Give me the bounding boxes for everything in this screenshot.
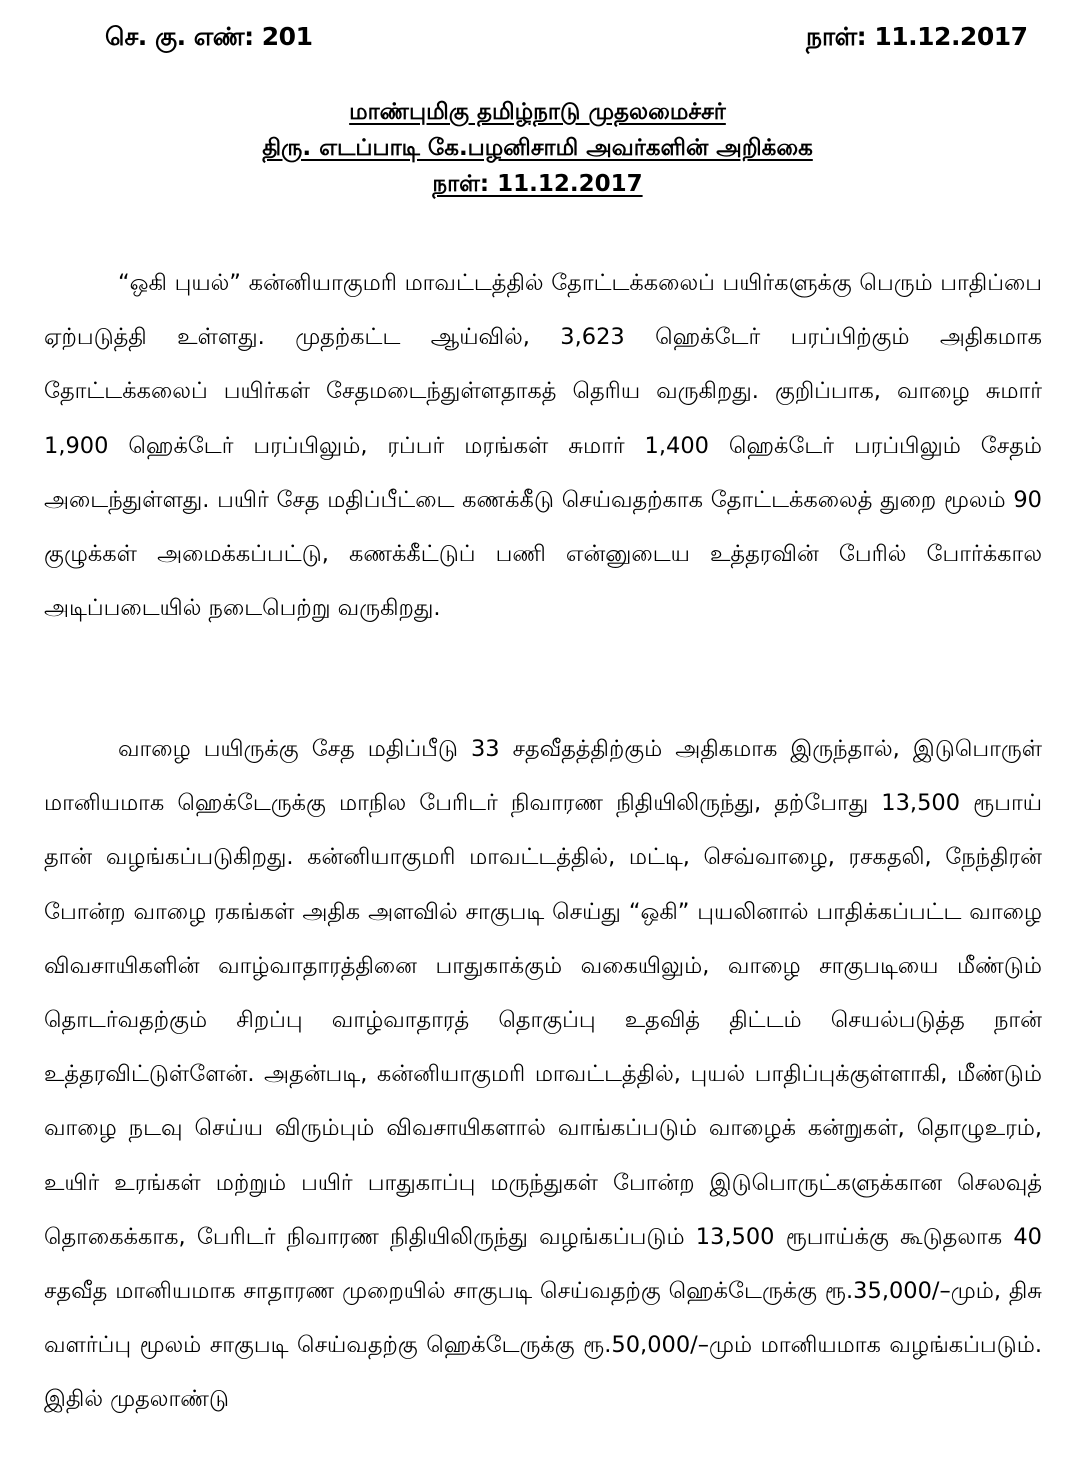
paragraph-2: வாழை பயிருக்கு சேத மதிப்பீடு 33 சதவீதத்திற்கும் அதிகமாக இருந்தால், இடுபொருள் மானியமாக ஹெக்டேருக்கு மாநில பேரிடர் நிவாரண நிதியிலிருந்து, தற்போது 13,500 ரூபாய் தான் வழங்கப்படுகிறது. கன்னியாகுமரி மாவட்டத்தில், மட்டி, செவ்வாழை, ரசகதலி, நேந்திரன் போன்ற வாழை ரகங்கள் அதிக அளவில் சாகுபடி செய்து “ஒகி” புயலினால் பாதிக்கப்பட்ட வாழை விவசாயிகளின் வாழ்வாதாரத்தினை பாதுகாக்கும் வகையிலும், வாழை சாகுபடியை மீண்டும் தொடர்வதற்கும் சிறப்பு வாழ்வாதாரத் தொகுப்பு உதவித் திட்டம் செயல்படுத்த நான் உத்தரவிட்டுள்ளேன். அதன்படி, கன்னியாகுமரி மாவட்டத்தில், புயல் பாதிப்புக்குள்ளாகி, மீண்டும் வாழை நடவு செய்ய விரும்பும் விவசாயிகளால் வாங்கப்படும் வாழைக் கன்றுகள், தொழுஉரம், உயிர் உரங்கள் மற்றும் பயிர் பாதுகாப்பு மருந்துகள் போன்ற இடுபொருட்களுக்கான செலவுத் தொகைக்காக, பேரிடர் நிவாரண நிதியிலிருந்து வழங்கப்படும் 13,500 ரூபாய்க்கு கூடுதலாக 40 சதவீத மானியமாக சாதாரண முறையில் சாகுபடி செய்வதற்கு ஹெக்டேருக்கு ரூ.35,000/–மும், திசு வளர்ப்பு மூலம் சாகுபடி செய்வதற்கு ஹெக்டேருக்கு ரூ.50,000/–மும் மானியமாக வழங்கப்படும். இதில் முதலாண்டு xyxy=(44,736,1042,1413)
title-line-date: நாள்: 11.12.2017 xyxy=(432,171,643,197)
document-header xyxy=(0,22,1075,62)
header-date: நாள்: 11.12.2017 xyxy=(806,22,1028,51)
title-line-statement: திரு. எடப்பாடி கே.பழனிசாமி அவர்களின் அறிக்கை xyxy=(262,135,813,161)
reference-number: செ. கு. எண்: 201 xyxy=(105,22,313,51)
statement-title xyxy=(0,94,1075,202)
paragraph-1: “ஒகி புயல்” கன்னியாகுமரி மாவட்டத்தில் தோட்டக்கலைப் பயிர்களுக்கு பெரும் பாதிப்பை ஏற்படுத்தி உள்ளது. முதற்கட்ட ஆய்வில், 3,623 ஹெக்டேர் பரப்பிற்கும் அதிகமாக தோட்டக்கலைப் பயிர்கள் சேதமடைந்துள்ளதாகத் தெரிய வருகிறது. குறிப்பாக, வாழை சுமார் 1,900 ஹெக்டேர் பரப்பிலும், ரப்பர் மரங்கள் சுமார் 1,400 ஹெக்டேர் பரப்பிலும் சேதம் அடைந்துள்ளது. பயிர் சேத மதிப்பீட்டை கணக்கீடு செய்வதற்காக தோட்டக்கலைத் துறை மூலம் 90 குழுக்கள் அமைக்கப்பட்டு, கணக்கீட்டுப் பணி என்னுடைய உத்தரவின் பேரில் போர்க்கால அடிப்படையில் நடைபெற்று வருகிறது. xyxy=(44,270,1042,622)
title-line-chief-minister: மாண்புமிகு தமிழ்நாடு முதலமைச்சர் xyxy=(349,99,726,125)
